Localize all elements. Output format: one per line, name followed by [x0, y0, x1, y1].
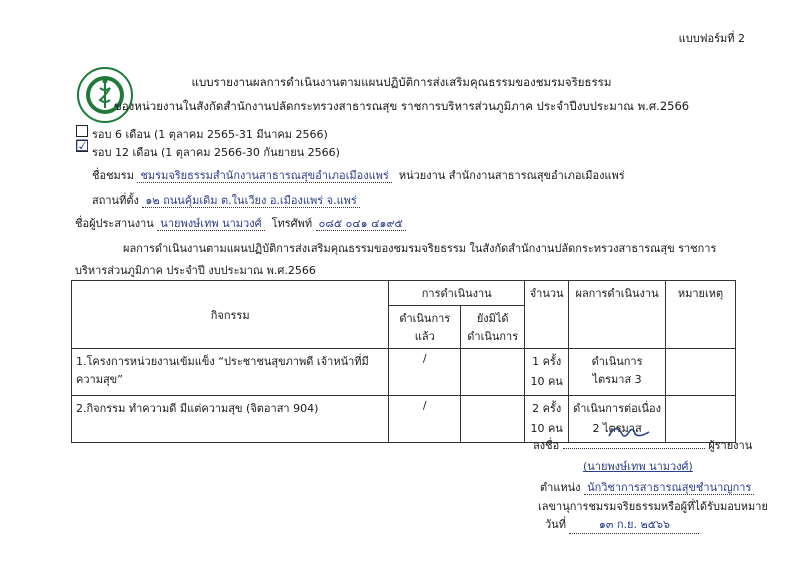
header-count: จำนวน [525, 281, 569, 349]
row-count-people: 10 คน [530, 422, 563, 435]
sign-line [533, 436, 752, 454]
round-12-label: รอบ 12 เดือน (1 ตุลาคม 2566-30 กันยายน 2566) [92, 146, 340, 159]
table-row [72, 349, 736, 396]
header-progress: การดำเนินงาน [389, 281, 525, 306]
row-count [525, 349, 569, 396]
form-number: แบบฟอร์มที่ 2 [678, 32, 745, 45]
sign-label: ลงชื่อ [533, 439, 560, 452]
row-notdone [461, 349, 525, 396]
club-value: ชมรมจริยธรรมสำนักงานสาธารณสุขอำเภอเมืองแพร่ [137, 169, 391, 183]
phone-label: โทรศัพท์ [271, 217, 313, 230]
position-line [540, 478, 754, 496]
header-notdone: ยังมิได้ดำเนินการ [461, 306, 525, 349]
address-line [92, 191, 360, 209]
date-value: ๑๓ ก.ย. ๒๕๖๖ [569, 515, 699, 534]
check-mark-icon: ☑ [75, 136, 90, 155]
header-done: ดำเนินการแล้ว [389, 306, 461, 349]
table-header-row [72, 281, 736, 306]
sign-dotted-line [563, 448, 705, 449]
date-label: วันที่ [545, 518, 566, 531]
round-6-label: รอบ 6 เดือน (1 ตุลาคม 2565-31 มีนาคม 2566) [92, 128, 328, 141]
report-subtitle: ของหน่วยงานในสังกัดสำนักงานปลัดกระทรวงสาธารณสุข ราชการบริหารส่วนภูมิภาค ประจำปีงบประมาณ พ.ศ.2566 [113, 99, 690, 113]
row-result-text2: 2 ไตรมาส [592, 422, 642, 435]
position-label: ตำแหน่ง [540, 481, 581, 494]
unit-label: หน่วยงาน [398, 169, 446, 182]
signer-name: (นายพงษ์เทพ นามวงศ์) [583, 460, 693, 473]
row-count-times: 2 ครั้ง [532, 402, 562, 415]
row-activity: 2.กิจกรรม ทำความดี มีแต่ความสุข (จิตอาสา 904) [72, 396, 389, 443]
row-result-text: ดำเนินการต่อเนื่อง [573, 402, 662, 415]
row-count-times: 1 ครั้ง [532, 355, 562, 368]
address-label: สถานที่ตั้ง [92, 194, 139, 207]
coordinator-line [75, 214, 406, 232]
date-line [545, 515, 699, 534]
row-done: / [389, 396, 461, 443]
row-activity: 1.โครงการหน่วยงานเข้มแข็ง “ประชาชนสุขภาพดี เจ้าหน้าที่มีความสุข” [72, 349, 389, 396]
intro-paragraph: ผลการดำเนินงานตามแผนปฏิบัติการส่งเสริมคุณธรรมของชมรมจริยธรรม ในสังกัดสำนักงานปลัดกระทรวงสาธารณสุข ราชการบริหารส่วนภูมิภาค ประจำปี งบประมาณ พ.ศ.2566 [75, 242, 717, 277]
address-value: ๑๒ ถนนคุ้มเดิม ต.ในเวียง อ.เมืองแพร่ จ.แพร่ [142, 194, 360, 208]
row-remark [666, 349, 736, 396]
club-line [92, 166, 625, 184]
row-result-text: ดำเนินการไตรมาส 3 [591, 355, 643, 386]
header-remark: หมายเหตุ [666, 281, 736, 349]
header-activity: กิจกรรม [72, 281, 389, 349]
row-notdone [461, 396, 525, 443]
sign-role: ผู้รายงาน [708, 439, 753, 452]
position-value: นักวิชาการสาธารณสุขชำนาญการ [584, 481, 754, 495]
header-result: ผลการดำเนินงาน [569, 281, 666, 349]
coordinator-value: นายพงษ์เทพ นามวงศ์ [157, 217, 264, 231]
club-label: ชื่อชมรม [92, 169, 134, 182]
report-title: แบบรายงานผลการดำเนินงานตามแผนปฏิบัติการส่งเสริมคุณธรรมของชมรมจริยธรรม [191, 75, 612, 89]
phone-value: ๐๘๕ ๐๔๑ ๔๑๙๕ [316, 217, 406, 231]
report-table [71, 280, 736, 443]
row-count-people: 10 คน [530, 375, 563, 388]
row-done: / [389, 349, 461, 396]
coordinator-label: ชื่อผู้ประสานงาน [75, 217, 154, 230]
secretary-text: เลขานุการชมรมจริยธรรมหรือผู้ที่ได้รับมอบหมาย [538, 500, 768, 513]
unit-value: สำนักงานสาธารณสุขอำเภอเมืองแพร่ [448, 169, 625, 182]
row-result [569, 349, 666, 396]
